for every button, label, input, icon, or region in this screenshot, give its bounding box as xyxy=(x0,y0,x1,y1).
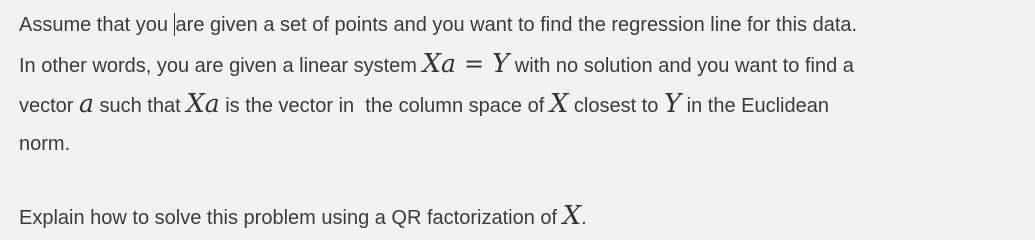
text-segment: in the Euclidean xyxy=(681,95,829,117)
text-segment: In other words, you are given a linear system xyxy=(19,54,423,77)
instruction-paragraph xyxy=(19,198,1024,238)
math-variable-a: a xyxy=(204,89,220,118)
text-segment: with no solution and you want to find a xyxy=(509,54,854,77)
math-variable-a: a xyxy=(79,89,94,118)
question-text xyxy=(19,7,1024,238)
text-segment: vector xyxy=(19,95,80,117)
text-segment: closest to xyxy=(568,95,664,117)
problem-paragraph xyxy=(19,7,1024,163)
math-variable-X: X xyxy=(422,48,442,79)
text-segment: Explain how to solve this problem using a QR factorization of xyxy=(19,207,563,229)
text-segment: are given a set of points and you want to find the regression line for this data. xyxy=(175,14,858,36)
math-variable-a: a xyxy=(441,48,456,78)
math-equals: = xyxy=(463,49,485,78)
text-segment: norm. xyxy=(19,132,71,155)
text-segment: is the vector in the column space of xyxy=(219,95,550,117)
text-cursor xyxy=(174,13,175,36)
math-variable-Y: Y xyxy=(663,89,682,119)
math-variable-X: X xyxy=(549,89,569,119)
text-segment: . xyxy=(581,207,587,229)
text-segment: such that xyxy=(93,95,187,117)
text-segment: Assume that you xyxy=(19,14,174,36)
math-variable-X: X xyxy=(186,89,205,119)
math-variable-Y: Y xyxy=(492,48,510,79)
math-variable-X: X xyxy=(562,201,582,231)
